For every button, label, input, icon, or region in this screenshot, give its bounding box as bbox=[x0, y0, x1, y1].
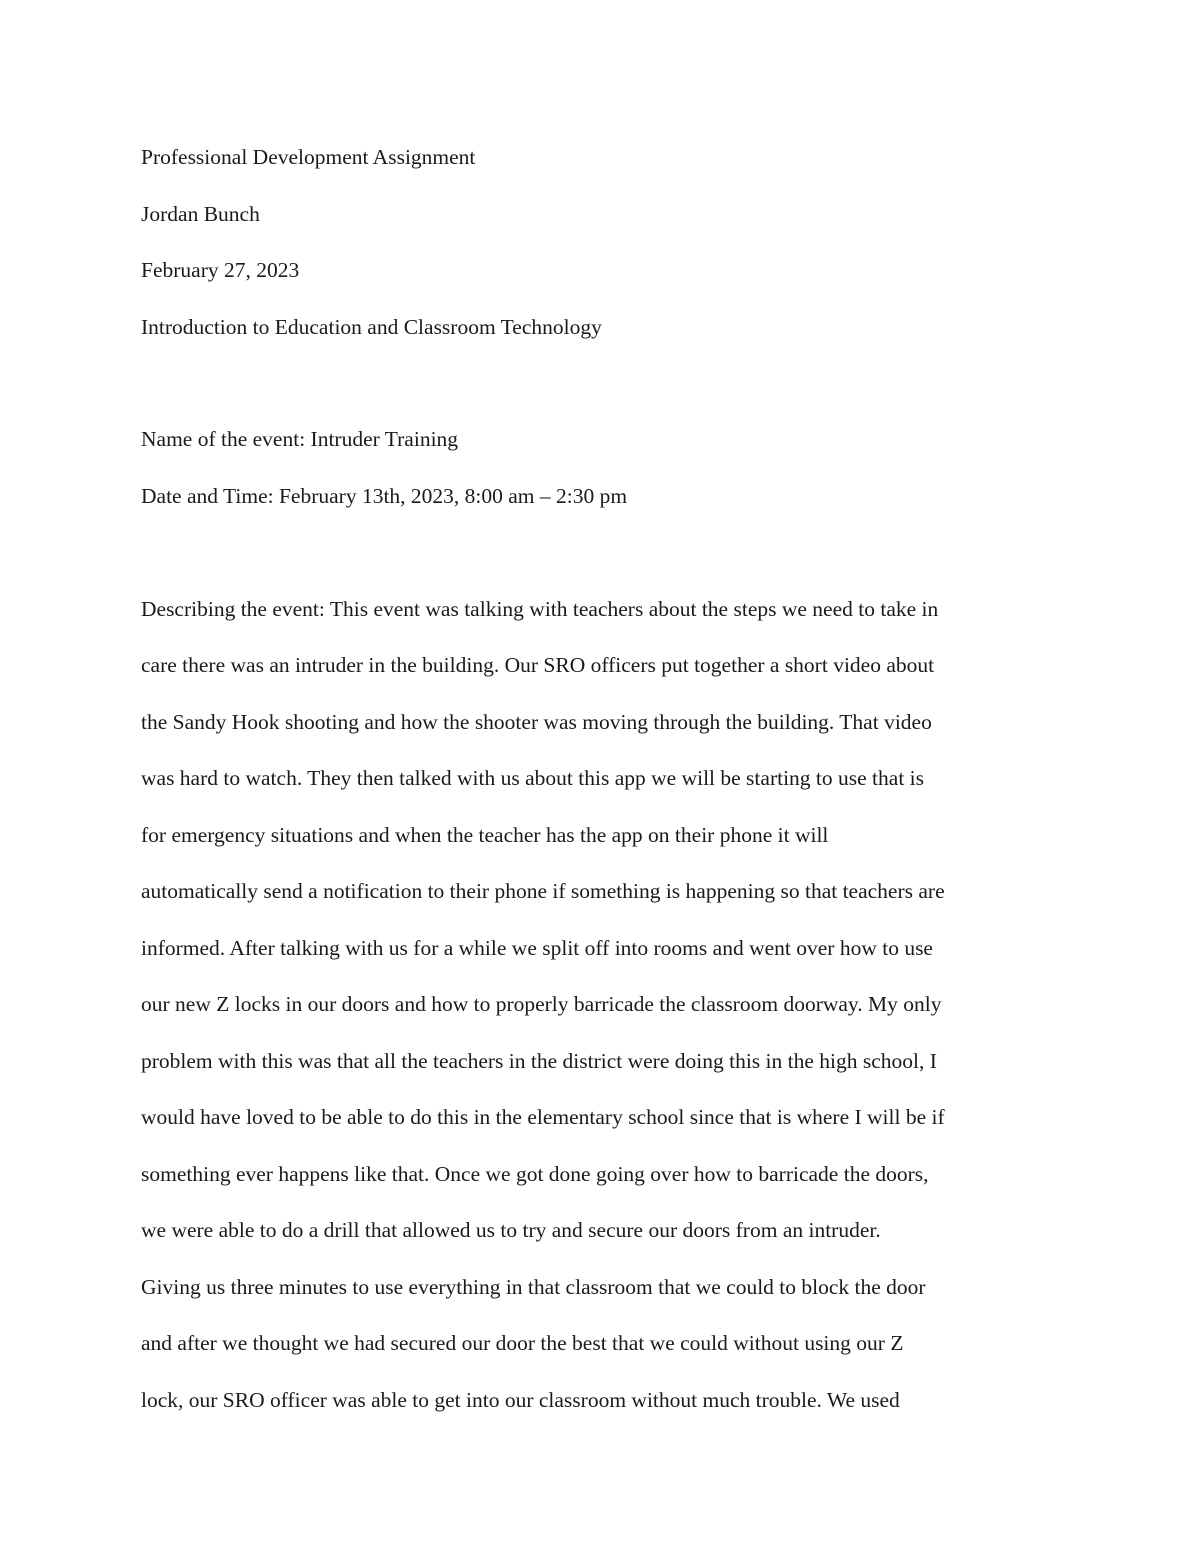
description-line: problem with this was that all the teachers in the district were doing this in the high school, I bbox=[141, 1049, 937, 1073]
description-line: would have loved to be able to do this in the elementary school since that is where I will be if bbox=[141, 1105, 945, 1129]
description-line: Describing the event: This event was talking with teachers about the steps we need to take in bbox=[141, 597, 939, 621]
description-line: our new Z locks in our doors and how to properly barricade the classroom doorway. My only bbox=[141, 992, 942, 1016]
assignment-title: Professional Development Assignment bbox=[141, 145, 476, 169]
description-line: informed. After talking with us for a while we split off into rooms and went over how to use bbox=[141, 936, 933, 960]
event-datetime: Date and Time: February 13th, 2023, 8:00 am – 2:30 pm bbox=[141, 484, 628, 508]
course-name: Introduction to Education and Classroom Technology bbox=[141, 315, 602, 339]
description-line: lock, our SRO officer was able to get into our classroom without much trouble. We used bbox=[141, 1388, 900, 1412]
description-line: was hard to watch. They then talked with us about this app we will be starting to use that is bbox=[141, 766, 925, 790]
description-line: and after we thought we had secured our door the best that we could without using our Z bbox=[141, 1331, 904, 1355]
event-name: Name of the event: Intruder Training bbox=[141, 427, 459, 451]
description-line: the Sandy Hook shooting and how the shooter was moving through the building. That video bbox=[141, 710, 932, 734]
description-line: for emergency situations and when the teacher has the app on their phone it will bbox=[141, 823, 829, 847]
author-name: Jordan Bunch bbox=[141, 202, 260, 226]
description-line: automatically send a notification to their phone if something is happening so that teachers are bbox=[141, 879, 945, 903]
document-date: February 27, 2023 bbox=[141, 258, 300, 282]
description-line: something ever happens like that. Once we got done going over how to barricade the doors, bbox=[141, 1162, 929, 1186]
description-line: care there was an intruder in the building. Our SRO officers put together a short video about bbox=[141, 653, 935, 677]
description-line: Giving us three minutes to use everything in that classroom that we could to block the door bbox=[141, 1275, 926, 1299]
description-line: we were able to do a drill that allowed us to try and secure our doors from an intruder. bbox=[141, 1218, 881, 1242]
